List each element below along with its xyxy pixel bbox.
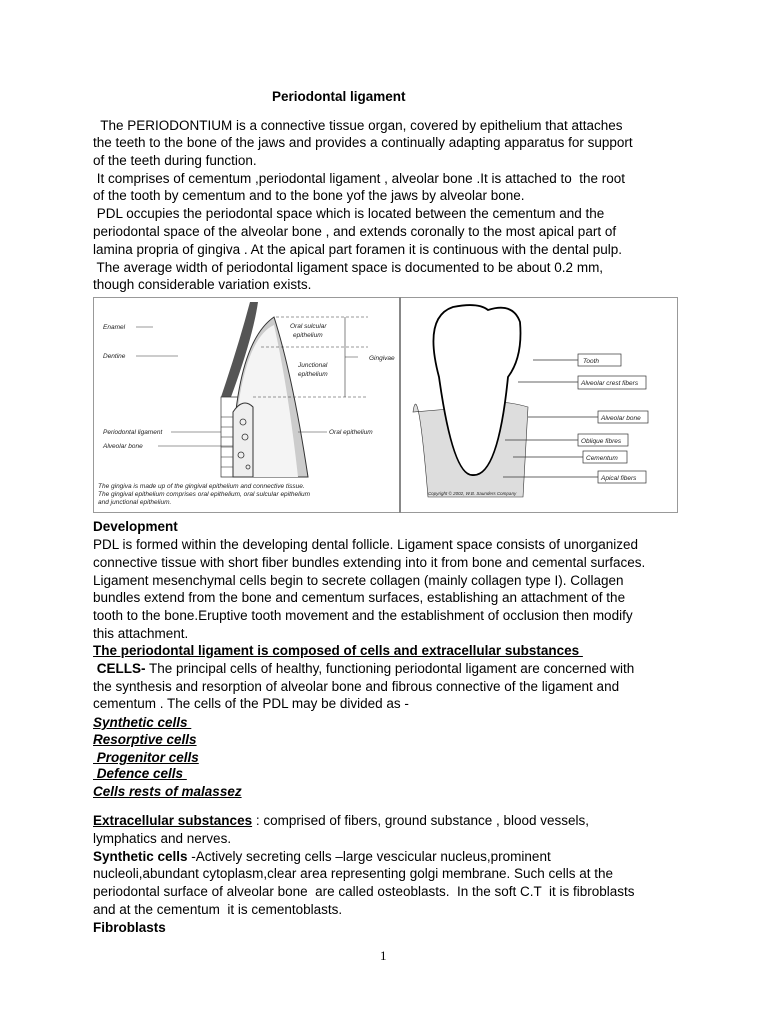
- text-line: though considerable variation exists.: [93, 277, 312, 292]
- text: -Actively secreting cells –large vescicular nucleus,prominent: [187, 849, 551, 864]
- label-oral-epithelium: Oral epithelium: [329, 429, 373, 436]
- cell-type: Synthetic cells: [93, 715, 192, 730]
- bullet-line: It comprises of cementum ,periodontal ligament , alveolar bone .It is attached to the root: [93, 171, 626, 186]
- periodontium-figure: [93, 297, 678, 513]
- text-line: PDL is formed within the developing dental follicle. Ligament space consists of unorganized: [93, 537, 639, 552]
- label-alveolar-crest-fibers: Alveolar crest fibers: [581, 380, 639, 387]
- page-title: Periodontal ligament: [272, 89, 406, 104]
- bullet-line: The average width of periodontal ligament space is documented to be about 0.2 mm,: [93, 260, 604, 275]
- cell-type: Cells rests of malassez: [93, 784, 242, 799]
- label-oblique-fibres: Oblique fibres: [581, 438, 622, 445]
- text-line: bundles extend from the bone and cementum surfaces, establishing an attachment of the: [93, 590, 626, 605]
- label-oral-sulcular-2: epithelium: [293, 332, 323, 339]
- label-alveolar-bone: Alveolar bone: [103, 443, 143, 450]
- cells-intro: [93, 660, 634, 677]
- text-line: lamina propria of gingiva . At the apical part foramen it is continuous with the dental pulp.: [93, 242, 623, 257]
- term: Synthetic cells: [93, 849, 188, 864]
- label-alveolar-bone: Alveolar bone: [601, 415, 641, 422]
- cell-type: Resorptive cells: [93, 732, 197, 747]
- caption-line: The gingival epithelium comprises oral epithelium, oral sulcular epithelium: [98, 491, 311, 498]
- label-junctional: Junctional: [298, 362, 328, 369]
- cell-type: Defence cells: [93, 766, 187, 781]
- label-junctional-2: epithelium: [298, 371, 328, 378]
- text-line: periodontal space of the alveolar bone , and extends coronally to the most apical part of: [93, 224, 617, 239]
- text-line: cementum . The cells of the PDL may be divided as -: [93, 696, 409, 711]
- bullet-line: PDL occupies the periodontal space which is located between the cementum and the: [93, 206, 605, 221]
- label-cementum: Cementum: [586, 455, 618, 462]
- term: Extracellular substances: [93, 813, 253, 828]
- text-line: of the tooth by cementum and to the bone yof the jaws by alveolar bone.: [93, 188, 525, 203]
- text-line: of the teeth during function.: [93, 153, 257, 168]
- text-line: lymphatics and nerves.: [93, 831, 232, 846]
- text-line: and at the cementum it is cementoblasts.: [93, 902, 343, 917]
- text-line: the synthesis and resorption of alveolar bone and fibrous connective of the ligament and: [93, 679, 620, 694]
- text-line: The principal cells of healthy, functioning periodontal ligament are concerned with: [145, 661, 635, 676]
- text-line: this attachment.: [93, 626, 189, 641]
- extracellular-line: [93, 812, 589, 829]
- section-heading-development: Development: [93, 519, 178, 534]
- page-number: 1: [380, 948, 387, 963]
- cell-type: Progenitor cells: [93, 750, 199, 765]
- cells-lead: CELLS-: [93, 661, 146, 676]
- text-line: tooth to the bone.Eruptive tooth movement and the establishment of occlusion then modify: [93, 608, 633, 623]
- label-tooth: Tooth: [583, 358, 600, 365]
- caption-line: The gingiva is made up of the gingival epithelium and connective tissue.: [98, 483, 305, 490]
- text-line: nucleoli,abundant cytoplasm,clear area representing golgi membrane. Such cells at the: [93, 866, 614, 881]
- label-periodontal-ligament: Periodontal ligament: [103, 429, 163, 436]
- text-line: periodontal surface of alveolar bone are called osteoblasts. In the soft C.T it is fibroblasts: [93, 884, 635, 899]
- label-gingivae: Gingivae: [369, 355, 395, 362]
- copyright: Copyright © 2002, W.B. Saunders Company: [428, 491, 517, 496]
- text-line: The PERIODONTIUM is a connective tissue organ, covered by epithelium that attaches: [93, 118, 623, 133]
- label-oral-sulcular: Oral sulcular: [290, 323, 327, 330]
- heading-fibroblasts: Fibroblasts: [93, 920, 166, 935]
- text-line: Ligament mesenchymal cells begin to secrete collagen (mainly collagen type I). Collagen: [93, 573, 624, 588]
- label-apical-fibers: Apical fibers: [601, 475, 637, 482]
- label-enamel: Enamel: [103, 324, 126, 331]
- label-dentine: Dentine: [103, 353, 126, 360]
- composition-heading: The periodontal ligament is composed of cells and extracellular substances: [93, 643, 583, 658]
- text-line: connective tissue with short fiber bundles extending into it from bone and cemental surfaces.: [93, 555, 646, 570]
- synthetic-line: [93, 848, 551, 865]
- text: : comprised of fibers, ground substance , blood vessels,: [252, 813, 590, 828]
- caption-line: and junctional epithelium.: [98, 499, 172, 506]
- text-line: the teeth to the bone of the jaws and provides a continually adapting apparatus for support: [93, 135, 633, 150]
